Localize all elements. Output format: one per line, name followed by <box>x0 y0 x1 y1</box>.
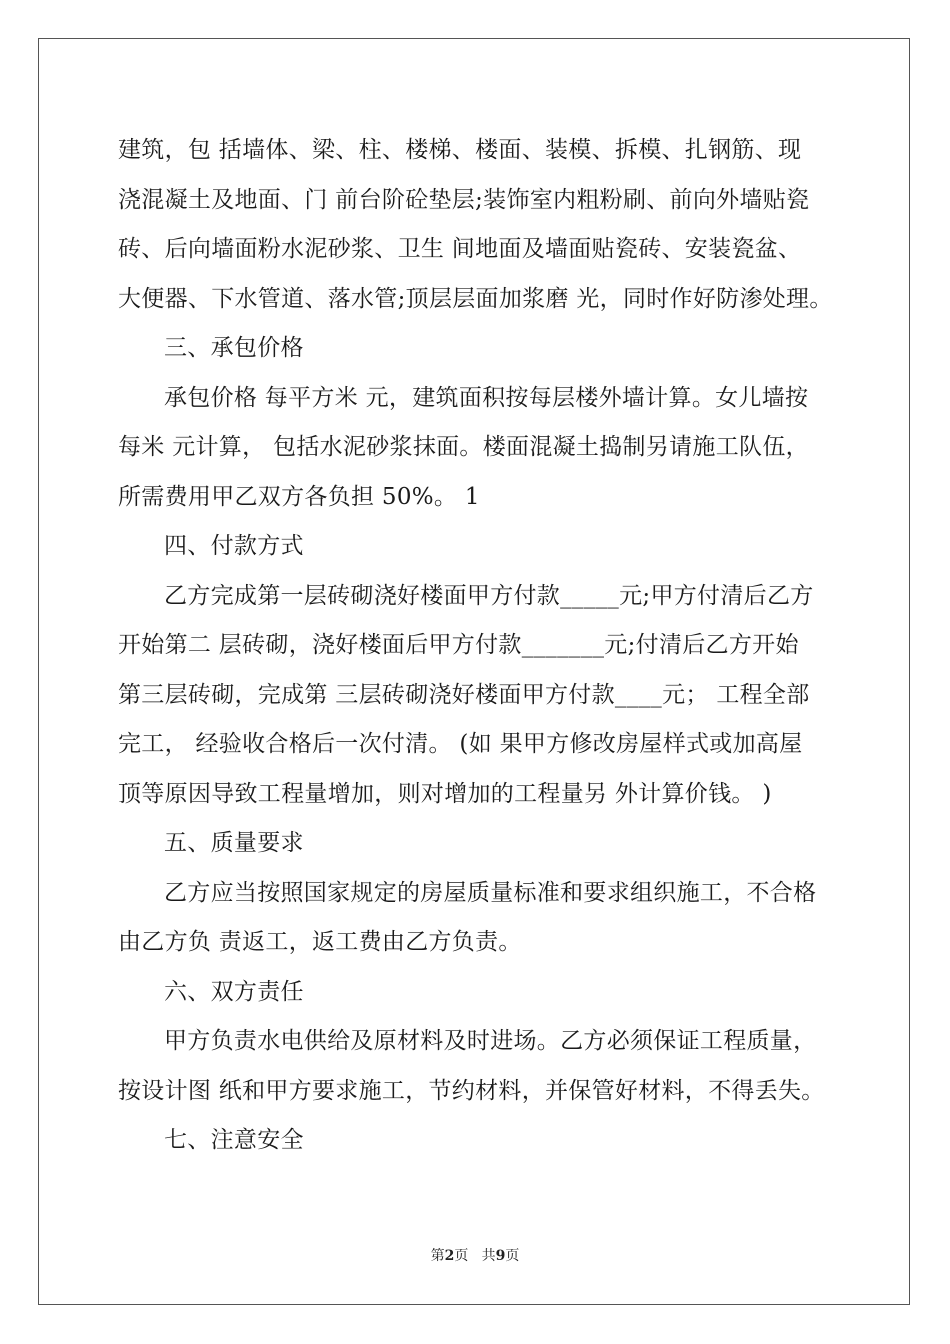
text-line: 七、注意安全 <box>164 1127 304 1153</box>
text-line: 砖、后向墙面粉水泥砂浆、卫生 间地面及墙面贴瓷砖、安装瓷盆、 <box>118 236 802 262</box>
text-line: 五、质量要求 <box>164 830 304 856</box>
text-line: 由乙方负 责返工，返工费由乙方负责。 <box>118 929 522 955</box>
text-line: 六、双方责任 <box>164 978 304 1005</box>
document-body <box>118 126 838 1166</box>
text-line: 浇混凝土及地面、门 前台阶砼垫层;装饰室内粗粉刷、前向外墙贴瓷 <box>118 186 810 213</box>
text-line: 开始第二 层砖砌，浇好楼面后甲方付款_______元;付清后乙方开始 <box>118 632 799 658</box>
footer-total-prefix: 共 <box>481 1248 496 1264</box>
text-line: 顶等原因导致工程量增加，则对增加的工程量另 外计算价钱。 ) <box>118 780 772 807</box>
text-line: 建筑，包 括墙体、梁、柱、楼梯、楼面、装模、拆模、扎钢筋、现 <box>118 137 802 163</box>
text-line: 按设计图 纸和甲方要求施工，节约材料，并保管好材料，不得丢失。 <box>118 1077 825 1104</box>
text-line: 完工， 经验收合格后一次付清。 (如 果甲方修改房屋样式或加高屋 <box>118 731 803 757</box>
text-line: 所需费用甲乙双方各负担 50%。 1 <box>118 483 480 510</box>
text-line: 四、付款方式 <box>164 533 304 559</box>
page-footer <box>0 1245 950 1265</box>
text-line: 大便器、下水管道、落水管;顶层层面加浆磨 光，同时作好防渗处理。 <box>118 285 833 312</box>
text-line: 第三层砖砌，完成第 三层砖砌浇好楼面甲方付款____元； 工程全部 <box>118 681 810 708</box>
footer-page-suffix: 页 <box>454 1248 469 1264</box>
text-line: 每米 元计算， 包括水泥砂浆抹面。楼面混凝土捣制另请施工队伍， <box>118 434 809 460</box>
text-line: 承包价格 每平方米 元，建筑面积按每层楼外墙计算。女儿墙按 <box>164 384 809 411</box>
text-line: 三、承包价格 <box>164 335 304 361</box>
text-line: 乙方完成第一层砖砌浇好楼面甲方付款_____元;甲方付清后乙方 <box>164 582 814 609</box>
text-line: 乙方应当按照国家规定的房屋质量标准和要求组织施工，不合格 <box>164 879 817 906</box>
text-line: 甲方负责水电供给及原材料及时进场。乙方必须保证工程质量， <box>164 1028 817 1054</box>
footer-page-number: 2 <box>444 1248 455 1264</box>
footer-total-suffix: 页 <box>505 1248 520 1264</box>
footer-page-prefix: 第 <box>430 1248 445 1264</box>
footer-total-pages: 9 <box>495 1248 506 1264</box>
